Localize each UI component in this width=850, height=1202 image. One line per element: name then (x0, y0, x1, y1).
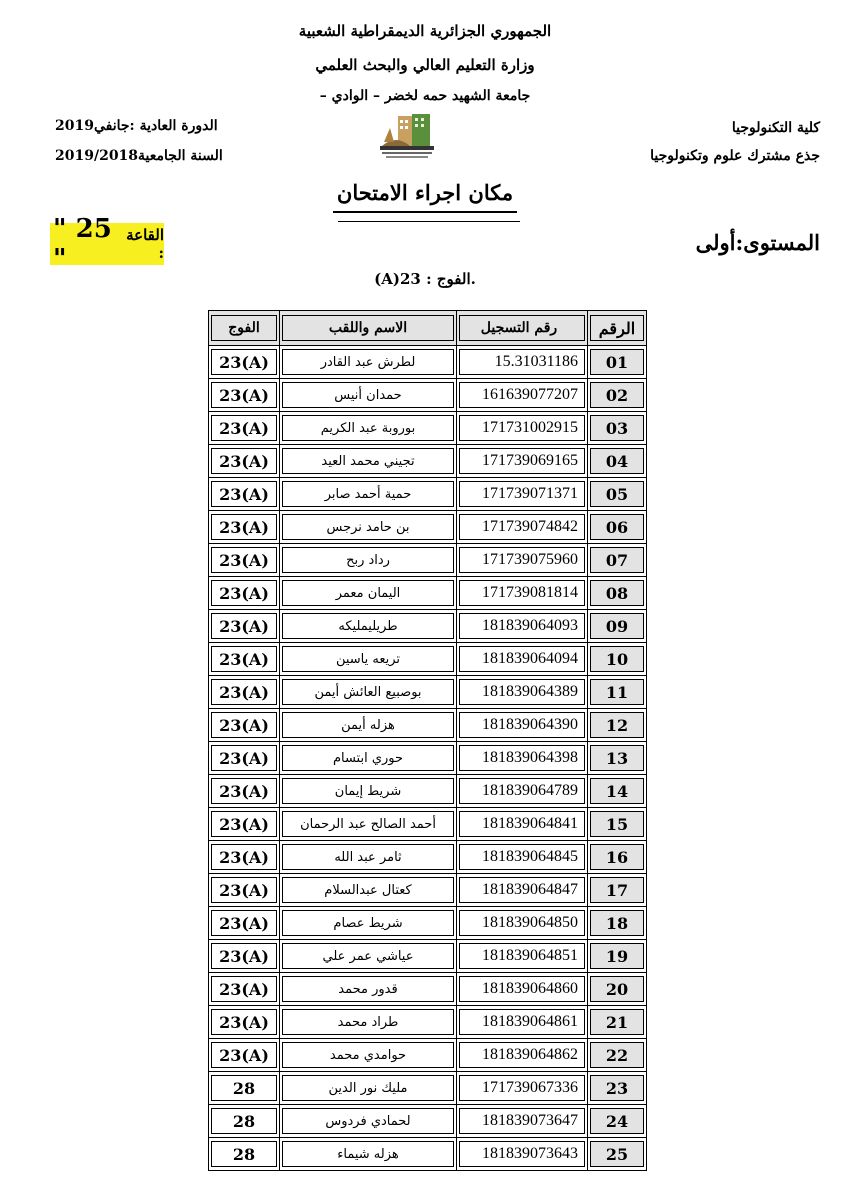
row-number: 17 (590, 877, 644, 903)
table-row (209, 1105, 647, 1138)
registration-number: 181839073643 (459, 1141, 585, 1167)
row-number: 06 (590, 514, 644, 540)
registration-number-cell (457, 1072, 588, 1105)
student-name-cell (280, 1138, 457, 1171)
group-cell-cell (209, 940, 280, 973)
table-row (209, 907, 647, 940)
table-row (209, 709, 647, 742)
registration-number-cell (457, 973, 588, 1006)
student-name-cell (280, 346, 457, 379)
header-group: الفوج (209, 311, 280, 346)
registration-number-cell (457, 940, 588, 973)
student-name-cell (280, 973, 457, 1006)
student-name-cell (280, 808, 457, 841)
registration-number: 181839064398 (459, 745, 585, 771)
student-name: مليك نور الدين (282, 1075, 454, 1101)
registration-number: 171739074842 (459, 514, 585, 540)
group-cell-cell (209, 973, 280, 1006)
student-name: طريليمليكه (282, 613, 454, 639)
group-cell: 23(A) (211, 712, 277, 738)
student-name: حوري ابتسام (282, 745, 454, 771)
student-name-cell (280, 874, 457, 907)
table-row (209, 445, 647, 478)
group-cell-cell (209, 1072, 280, 1105)
group-label: .الفوج : 23(A) (374, 270, 476, 288)
group-cell: 23(A) (211, 382, 277, 408)
group-cell: 23(A) (211, 646, 277, 672)
group-cell: 23(A) (211, 481, 277, 507)
registration-number: 181839064093 (459, 613, 585, 639)
row-number: 01 (590, 349, 644, 375)
student-name-cell (280, 676, 457, 709)
table-row (209, 1138, 647, 1171)
group-cell: 28 (211, 1141, 277, 1167)
registration-number-cell (457, 577, 588, 610)
group-cell-cell (209, 874, 280, 907)
group-cell-cell (209, 445, 280, 478)
group-cell: 23(A) (211, 910, 277, 936)
student-name: لحمادي فردوس (282, 1108, 454, 1134)
student-name-cell (280, 1006, 457, 1039)
registration-number-cell (457, 643, 588, 676)
common-core-label: جذع مشترك علوم وتكنولوجيا (650, 148, 820, 164)
row-number-cell (588, 874, 647, 907)
registration-number: 171739067336 (459, 1075, 585, 1101)
table-row (209, 643, 647, 676)
registration-number-cell (457, 478, 588, 511)
students-table (208, 310, 647, 1171)
registration-number: 15.31031186 (459, 349, 585, 375)
student-name: رداد ربح (282, 547, 454, 573)
group-cell: 23(A) (211, 1042, 277, 1068)
student-name-cell (280, 1072, 457, 1105)
registration-number: 181839064851 (459, 943, 585, 969)
registration-number: 181839064094 (459, 646, 585, 672)
row-number: 07 (590, 547, 644, 573)
group-cell: 23(A) (211, 547, 277, 573)
group-cell-cell (209, 676, 280, 709)
student-name: شريط إيمان (282, 778, 454, 804)
registration-number-cell (457, 379, 588, 412)
group-cell: 23(A) (211, 976, 277, 1002)
student-name: عياشي عمر علي (282, 943, 454, 969)
registration-number: 171739069165 (459, 448, 585, 474)
row-number: 02 (590, 382, 644, 408)
row-number-cell (588, 1105, 647, 1138)
registration-number: 181839064861 (459, 1009, 585, 1035)
header-republic: الجمهوري الجزائرية الديمقراطية الشعبية (298, 22, 552, 40)
row-number: 08 (590, 580, 644, 606)
registration-number-cell (457, 445, 588, 478)
row-number: 09 (590, 613, 644, 639)
table-row (209, 973, 647, 1006)
row-number-cell (588, 379, 647, 412)
table-row (209, 412, 647, 445)
row-number-cell (588, 973, 647, 1006)
hall-badge (50, 214, 164, 274)
table-row (209, 940, 647, 973)
row-number: 10 (590, 646, 644, 672)
group-cell: 23(A) (211, 514, 277, 540)
group-cell: 23(A) (211, 811, 277, 837)
student-name: تريعه ياسين (282, 646, 454, 672)
row-number-cell (588, 511, 647, 544)
group-cell-cell (209, 379, 280, 412)
row-number: 15 (590, 811, 644, 837)
student-name-cell (280, 412, 457, 445)
student-name-cell (280, 610, 457, 643)
registration-number-cell (457, 775, 588, 808)
row-number-cell (588, 1006, 647, 1039)
registration-number: 181839073647 (459, 1108, 585, 1134)
group-cell-cell (209, 577, 280, 610)
row-number: 16 (590, 844, 644, 870)
group-cell-cell (209, 808, 280, 841)
registration-number: 181839064390 (459, 712, 585, 738)
group-cell-cell (209, 1105, 280, 1138)
student-name: كعتال عبدالسلام (282, 877, 454, 903)
row-number: 23 (590, 1075, 644, 1101)
table-row (209, 544, 647, 577)
registration-number: 181839064847 (459, 877, 585, 903)
academic-year-label: السنة الجامعية2019/2018 (55, 148, 223, 164)
row-number: 11 (590, 679, 644, 705)
row-number: 13 (590, 745, 644, 771)
group-cell: 23(A) (211, 844, 277, 870)
table-row (209, 577, 647, 610)
registration-number: 161639077207 (459, 382, 585, 408)
group-cell: 23(A) (211, 679, 277, 705)
row-number-cell (588, 577, 647, 610)
group-cell-cell (209, 478, 280, 511)
university-logo-icon (376, 112, 440, 164)
registration-number: 181839064841 (459, 811, 585, 837)
header-university: جامعة الشهيد حمه لخضر – الوادي – (319, 88, 531, 104)
row-number: 04 (590, 448, 644, 474)
student-name: ثامر عبد الله (282, 844, 454, 870)
registration-number-cell (457, 346, 588, 379)
row-number-cell (588, 1039, 647, 1072)
level-label: المستوى:أولى (695, 230, 820, 255)
group-cell-cell (209, 841, 280, 874)
table-row (209, 346, 647, 379)
row-number: 14 (590, 778, 644, 804)
student-name: أحمد الصالح عبد الرحمان (282, 811, 454, 837)
row-number-cell (588, 1072, 647, 1105)
table-row (209, 775, 647, 808)
row-number: 03 (590, 415, 644, 441)
table-row (209, 610, 647, 643)
row-number-cell (588, 907, 647, 940)
row-number-cell (588, 940, 647, 973)
student-name-cell (280, 1039, 457, 1072)
row-number: 22 (590, 1042, 644, 1068)
row-number: 24 (590, 1108, 644, 1134)
header-ministry: وزارة التعليم العالي والبحث العلمي (315, 56, 535, 74)
table-row (209, 676, 647, 709)
group-cell-cell (209, 511, 280, 544)
row-number-cell (588, 346, 647, 379)
registration-number-cell (457, 1006, 588, 1039)
student-name-cell (280, 940, 457, 973)
student-name-cell (280, 445, 457, 478)
group-cell-cell (209, 1039, 280, 1072)
page-title-wrap (0, 180, 850, 213)
group-cell: 23(A) (211, 943, 277, 969)
row-number: 05 (590, 481, 644, 507)
table-header-row (209, 311, 647, 346)
header-registration: رقم التسجيل (457, 311, 588, 346)
registration-number-cell (457, 742, 588, 775)
student-name-cell (280, 742, 457, 775)
row-number-cell (588, 676, 647, 709)
table-row (209, 511, 647, 544)
group-cell-cell (209, 412, 280, 445)
group-cell-cell (209, 544, 280, 577)
student-name: شريط عصام (282, 910, 454, 936)
table-row (209, 742, 647, 775)
registration-number-cell (457, 544, 588, 577)
student-name-cell (280, 577, 457, 610)
row-number-cell (588, 1138, 647, 1171)
group-cell-cell (209, 1006, 280, 1039)
student-name-cell (280, 478, 457, 511)
registration-number-cell (457, 412, 588, 445)
registration-number-cell (457, 511, 588, 544)
row-number-cell (588, 742, 647, 775)
student-name: بوصبيع العائش أيمن (282, 679, 454, 705)
session-label: الدورة العادية :جانفي2019 (55, 118, 218, 134)
group-cell: 23(A) (211, 877, 277, 903)
registration-number-cell (457, 709, 588, 742)
group-cell-cell (209, 709, 280, 742)
student-name: تجيني محمد العيد (282, 448, 454, 474)
registration-number: 181839064862 (459, 1042, 585, 1068)
group-cell-cell (209, 1138, 280, 1171)
row-number-cell (588, 412, 647, 445)
student-name: طراد محمد (282, 1009, 454, 1035)
registration-number: 181839064845 (459, 844, 585, 870)
table-row (209, 1039, 647, 1072)
student-name-cell (280, 379, 457, 412)
faculty-label: كلية التكنولوجيا (731, 120, 820, 136)
page-title: مكان اجراء الامتحان (333, 180, 517, 213)
student-name-cell (280, 511, 457, 544)
registration-number-cell (457, 610, 588, 643)
registration-number: 181839064860 (459, 976, 585, 1002)
student-name: لطرش عبد القادر (282, 349, 454, 375)
student-name: هزله أيمن (282, 712, 454, 738)
table-row (209, 478, 647, 511)
registration-number-cell (457, 907, 588, 940)
registration-number-cell (457, 841, 588, 874)
group-cell: 28 (211, 1108, 277, 1134)
hall-label: القاعة : (126, 226, 164, 262)
registration-number-cell (457, 874, 588, 907)
row-number: 20 (590, 976, 644, 1002)
row-number: 21 (590, 1009, 644, 1035)
group-cell-cell (209, 346, 280, 379)
group-cell-cell (209, 643, 280, 676)
student-name: بن حامد نرجس (282, 514, 454, 540)
group-cell-cell (209, 775, 280, 808)
row-number-cell (588, 643, 647, 676)
group-cell: 23(A) (211, 745, 277, 771)
row-number: 12 (590, 712, 644, 738)
registration-number-cell (457, 808, 588, 841)
registration-number: 171739075960 (459, 547, 585, 573)
table-row (209, 874, 647, 907)
row-number: 19 (590, 943, 644, 969)
group-cell: 23(A) (211, 415, 277, 441)
student-name: قدور محمد (282, 976, 454, 1002)
row-number-cell (588, 544, 647, 577)
header-number: الرقم (588, 311, 647, 346)
registration-number-cell (457, 676, 588, 709)
row-number-cell (588, 445, 647, 478)
group-cell: 23(A) (211, 613, 277, 639)
title-underline (338, 221, 520, 222)
table-row (209, 379, 647, 412)
registration-number: 181839064389 (459, 679, 585, 705)
registration-number: 181839064850 (459, 910, 585, 936)
row-number-cell (588, 808, 647, 841)
student-name: اليمان معمر (282, 580, 454, 606)
group-cell-cell (209, 610, 280, 643)
registration-number: 171739081814 (459, 580, 585, 606)
registration-number: 171739071371 (459, 481, 585, 507)
student-name-cell (280, 709, 457, 742)
registration-number-cell (457, 1039, 588, 1072)
student-name-cell (280, 907, 457, 940)
group-cell: 23(A) (211, 778, 277, 804)
row-number: 18 (590, 910, 644, 936)
hall-number: " 25 " (53, 214, 112, 274)
group-cell: 23(A) (211, 580, 277, 606)
row-number-cell (588, 610, 647, 643)
student-name-cell (280, 775, 457, 808)
student-name: بوروبة عبد الكريم (282, 415, 454, 441)
group-cell: 23(A) (211, 349, 277, 375)
row-number: 25 (590, 1141, 644, 1167)
row-number-cell (588, 841, 647, 874)
table-row (209, 1072, 647, 1105)
student-name-cell (280, 544, 457, 577)
row-number-cell (588, 478, 647, 511)
group-cell-cell (209, 742, 280, 775)
row-number-cell (588, 775, 647, 808)
group-cell-cell (209, 907, 280, 940)
group-cell: 23(A) (211, 448, 277, 474)
header-name: الاسم واللقب (280, 311, 457, 346)
student-name-cell (280, 643, 457, 676)
group-cell: 23(A) (211, 1009, 277, 1035)
group-cell: 28 (211, 1075, 277, 1101)
table-row (209, 841, 647, 874)
registration-number-cell (457, 1138, 588, 1171)
student-name: حوامدي محمد (282, 1042, 454, 1068)
registration-number: 171731002915 (459, 415, 585, 441)
table-row (209, 1006, 647, 1039)
student-name: حمدان أنيس (282, 382, 454, 408)
student-name: هزله شيماء (282, 1141, 454, 1167)
student-name-cell (280, 1105, 457, 1138)
registration-number: 181839064789 (459, 778, 585, 804)
registration-number-cell (457, 1105, 588, 1138)
row-number-cell (588, 709, 647, 742)
table-row (209, 808, 647, 841)
student-name-cell (280, 841, 457, 874)
student-name: حمية أحمد صابر (282, 481, 454, 507)
